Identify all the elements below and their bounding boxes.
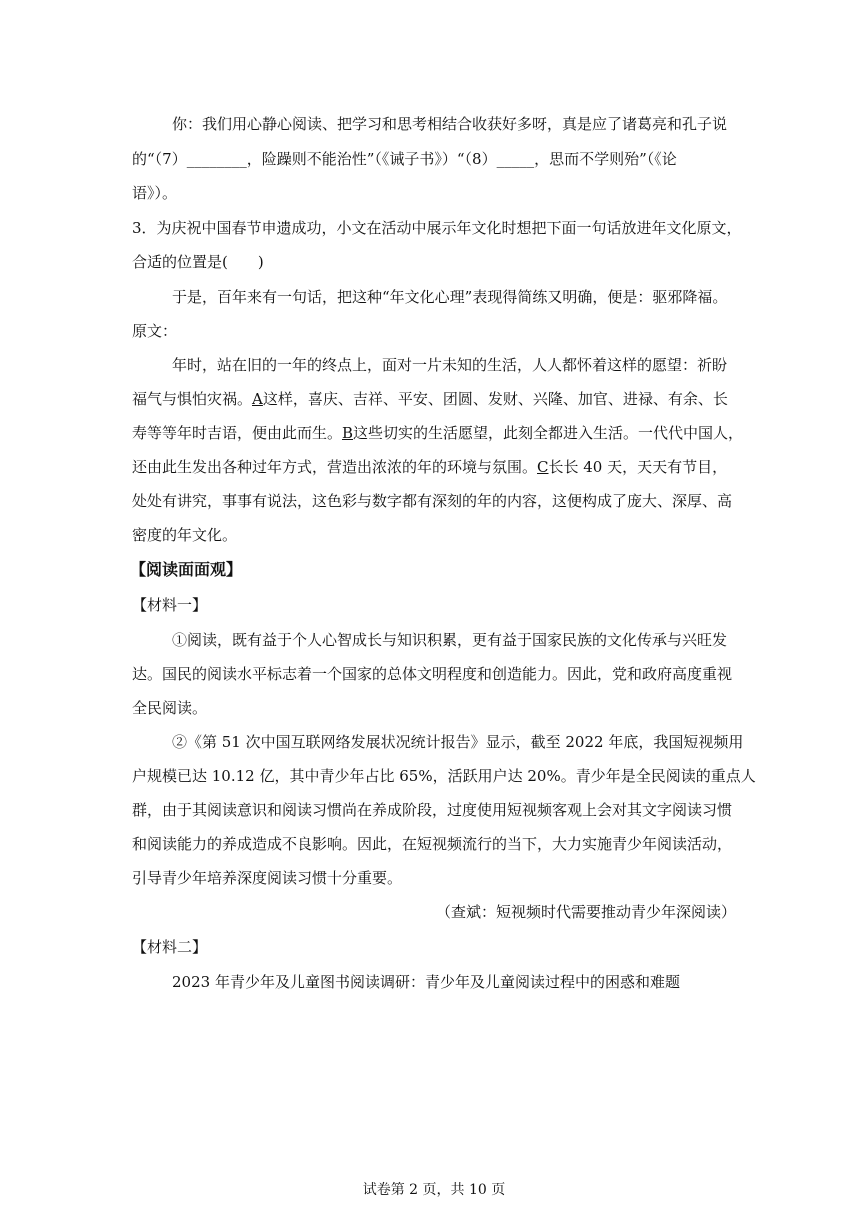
- material2-chart-caption: 2023 年青少年及儿童图书阅读调研：青少年及儿童阅读过程中的困惑和难题: [172, 973, 680, 991]
- q3-original-label: 原文：: [132, 322, 178, 340]
- material1-p1-line-1: ①阅读，既有益于个人心智成长与知识积累，更有益于国家民族的文化传承与兴旺发: [172, 631, 728, 649]
- q3-passage-line-6: 密度的年文化。: [132, 526, 238, 544]
- q3-passage-text: 还由此生发出各种过年方式，营造出浓浓的年的环境与氛围。: [132, 458, 538, 476]
- page-footer: 试卷第 2 页，共 10 页: [362, 1182, 506, 1198]
- material1-source: （查斌：短视频时代需要推动青少年深阅读）: [436, 903, 737, 921]
- position-marker-b: B: [342, 424, 354, 442]
- position-marker-c: C: [537, 458, 549, 476]
- q3-passage-text: 这样，喜庆、吉祥、平安、团圆、发财、兴隆、加官、进禄、有余、长: [262, 390, 728, 408]
- material1-p1-line-2: 达。国民的阅读水平标志着一个国家的总体文明程度和创造能力。因此，党和政府高度重视: [132, 665, 733, 683]
- q3-passage-line-2: [132, 389, 728, 409]
- q3-passage-text: 长长 40 天，天天有节目，: [548, 458, 728, 476]
- material1-p2-line-1: ②《第 51 次中国互联网络发展状况统计报告》显示，截至 2022 年底，我国短视频用: [172, 733, 744, 751]
- q3-stem-line-1: 3．为庆祝中国春节申遗成功，小文在活动中展示年文化时想把下面一句话放进年文化原文，: [132, 219, 742, 237]
- q3-passage-text: 这些切实的生活愿望，此刻全都进入生活。一代代中国人，: [353, 424, 744, 442]
- q3-passage-line-4: [132, 457, 727, 477]
- material1-p2-line-5: 引导青少年培养深度阅读习惯十分重要。: [132, 869, 403, 887]
- q3-passage-text: 福气与惧怕灾祸。: [132, 390, 253, 408]
- q3-passage-line-5: 处处有讲究，事事有说法，这色彩与数字都有深刻的年的内容，这便构成了庞大、深厚、高: [132, 492, 733, 510]
- material1-p2-line-4: 和阅读能力的养成造成不良影响。因此，在短视频流行的当下，大力实施青少年阅读活动，: [132, 835, 733, 853]
- position-marker-a: A: [252, 390, 263, 408]
- section-title: 【阅读面面观】: [130, 560, 243, 579]
- material1-label: 【材料一】: [132, 596, 208, 614]
- material2-label: 【材料二】: [132, 938, 208, 956]
- q3-passage-line-3: [132, 423, 743, 443]
- material1-p1-line-3: 全民阅读。: [132, 699, 208, 717]
- material1-p2-line-3: 群，由于其阅读意识和阅读习惯尚在养成阶段，过度使用短视频客观上会对其文字阅读习惯: [132, 801, 733, 819]
- q3-stem-line-2: 合适的位置是( ): [132, 253, 264, 271]
- q3-passage-text: 寿等等年时吉语，便由此而生。: [132, 424, 343, 442]
- material1-p2-line-2: 户规模已达 10.12 亿，其中青少年占比 65%，活跃用户达 20%。青少年是全民阅读的重点人: [132, 767, 756, 785]
- q2-line-3: 语》）。: [132, 184, 178, 202]
- q2-line-2: 的“（7）________，险躁则不能治性”（《诫子书》）“（8）_____，思而不学则殆”（《论: [132, 150, 677, 168]
- q2-line-1: 你：我们用心静心阅读、把学习和思考相结合收获好多呀，真是应了诸葛亮和孔子说: [172, 115, 728, 133]
- q3-insert-sentence: 于是，百年来有一句话，把这种“年文化心理”表现得简练又明确，便是：驱邪降福。: [172, 288, 728, 306]
- q3-passage-line-1: 年时，站在旧的一年的终点上，面对一片未知的生活，人人都怀着这样的愿望：祈盼: [172, 356, 728, 374]
